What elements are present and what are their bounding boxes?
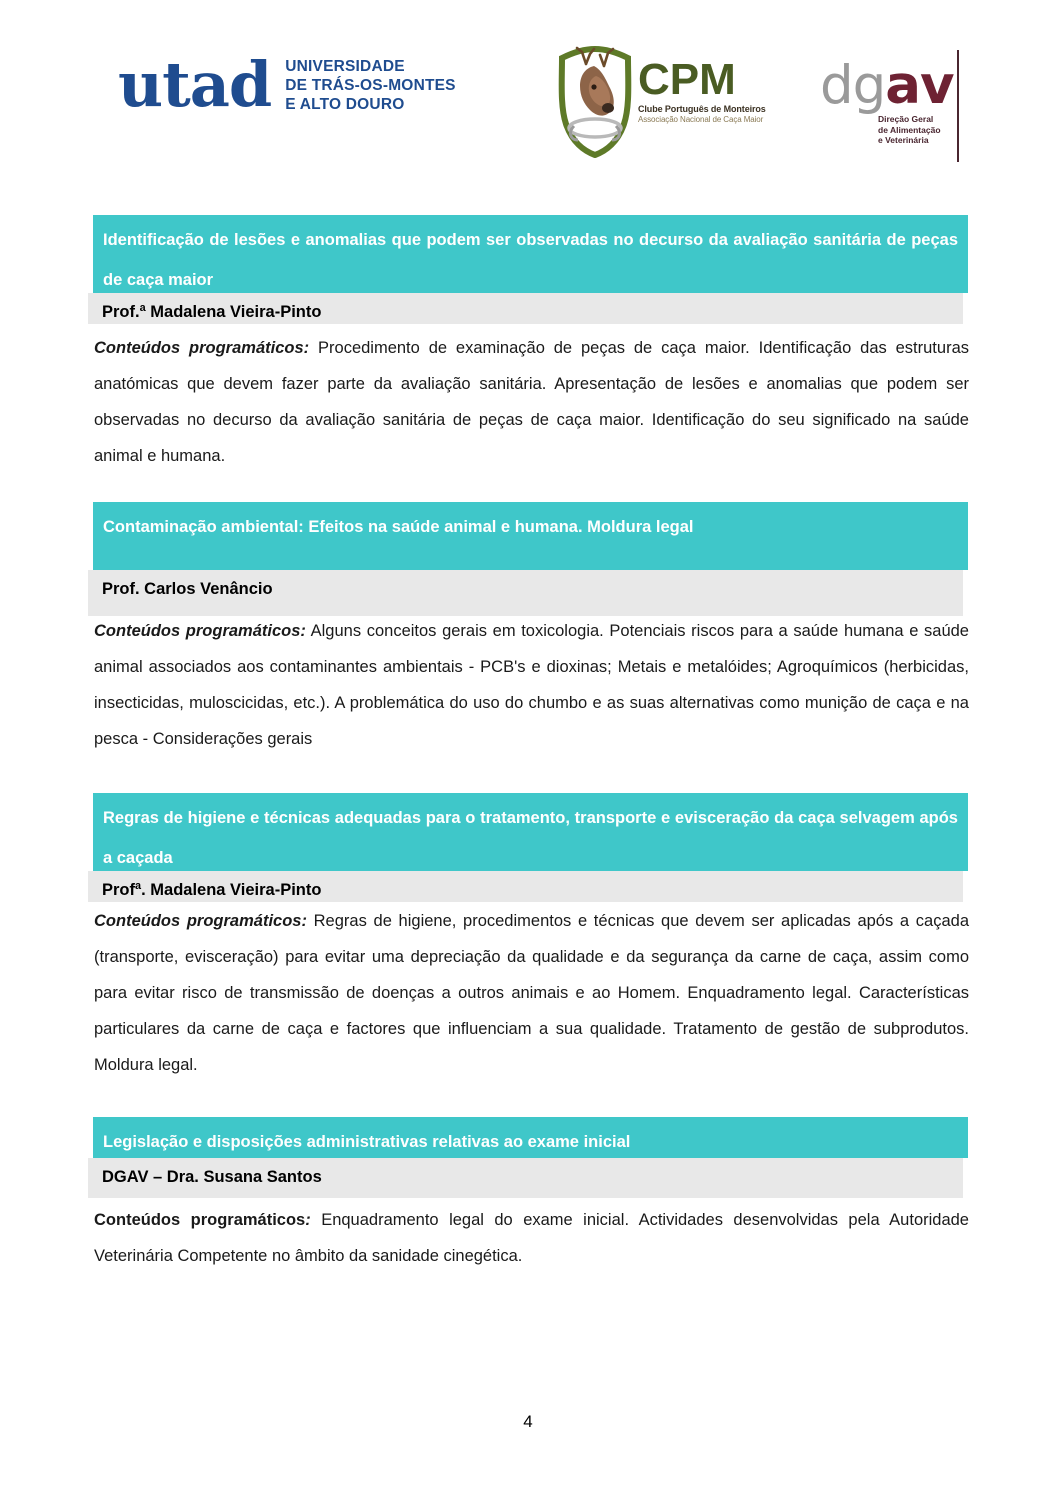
module-body [94, 1202, 969, 1274]
cpm-subtitle-primary: Clube Português de Monteiros [638, 104, 766, 114]
module-body-label: Conteúdos programáticos: [94, 339, 310, 357]
module-title: Regras de higiene e técnicas adequadas para o tratamento, transporte e evisceração da caça selvagem após a caçada [93, 793, 968, 871]
utad-subtitle-line-1: UNIVERSIDADE [285, 57, 405, 75]
deer-shield-icon [552, 46, 638, 163]
dgav-wordmark-av: av [885, 55, 954, 116]
module-title: Legislação e disposições administrativas relativas ao exame inicial [93, 1117, 968, 1158]
module-title: Identificação de lesões e anomalias que podem ser observadas no decurso da avaliação sanitária de peças de caça maior [93, 215, 968, 293]
module-title: Contaminação ambiental: Efeitos na saúde animal e humana. Moldura legal [93, 502, 968, 570]
dgav-subtitle-line-2: de Alimentação [878, 124, 941, 135]
cpm-logo [548, 38, 766, 158]
module-body-text: Enquadramento legal do exame inicial. Actividades desenvolvidas pela Autoridade Veterinária Competente no âmbito da sanidade cinegética. [94, 1211, 969, 1265]
utad-subtitle-line-2: DE TRÁS-OS-MONTES [285, 76, 456, 94]
utad-logo [118, 48, 456, 121]
module-body [94, 613, 969, 757]
utad-subtitle-line-3: E ALTO DOURO [285, 95, 405, 113]
module-speaker: Profª. Madalena Vieira-Pinto [88, 871, 963, 902]
dgav-subtitle-line-1: Direção Geral [878, 114, 934, 124]
module-body [94, 903, 969, 1083]
module-body-label: Conteúdos programáticos: [94, 622, 306, 640]
dgav-divider [957, 50, 959, 162]
cpm-subtitle-secondary: Associação Nacional de Caça Maior [638, 115, 764, 124]
cpm-letters: CPM [638, 55, 736, 104]
utad-subtitle [285, 57, 455, 114]
module-body-label-colon: : [305, 1211, 311, 1229]
module-body-label [94, 1211, 311, 1229]
module-body-label-text: Conteúdos programáticos [94, 1211, 306, 1229]
module-body-text: Alguns conceitos gerais em toxicologia. Potenciais riscos para a saúde humana e saúde animal associados aos contaminantes ambientais - PCB's e dioxinas; Metais e metalóides; Agroquímicos (herbicidas, insecticidas, muloscicidas, etc.). A problemática do uso do chumbo e as suas alternativas como munição de caça e na pesca - Considerações gerais [94, 622, 969, 748]
dgav-logo [820, 55, 990, 163]
module-speaker: DGAV – Dra. Susana Santos [88, 1158, 963, 1198]
dgav-subtitle [878, 114, 941, 146]
cpm-text-block [638, 55, 768, 125]
module-speaker: Prof.ª Madalena Vieira-Pinto [88, 293, 963, 324]
module-speaker: Prof. Carlos Venâncio [88, 570, 963, 616]
dgav-wordmark-dg: dg [820, 55, 886, 116]
dgav-subtitle-line-3: e Veterinária [878, 135, 929, 145]
logo-header [0, 18, 1056, 158]
module-body-text: Procedimento de examinação de peças de caça maior. Identificação das estruturas anatómicas que devem fazer parte da avaliação sanitária. Apresentação de lesões e anomalias que podem ser observadas no decurso da avaliação sanitária de peças de caça maior. Identificação do seu significado na saúde animal e humana. [94, 339, 969, 465]
module-body-label: Conteúdos programáticos: [94, 912, 307, 930]
dgav-wordmark [820, 55, 954, 116]
module-body [94, 330, 969, 474]
module-body-text: Regras de higiene, procedimentos e técnicas que devem ser aplicadas após a caçada (transporte, evisceração) para evitar uma depreciação da qualidade e da segurança da carne de caça, assim como para evitar risco de transmissão de doenças a outros animais e ao Homem. Enquadramento legal. Características particulares da carne de caça e factores que influenciam a sua qualidade. Tratamento de gestão de subprodutos. Moldura legal. [94, 912, 969, 1074]
utad-wordmark: utad [118, 48, 272, 121]
page-number: 4 [523, 1412, 533, 1431]
